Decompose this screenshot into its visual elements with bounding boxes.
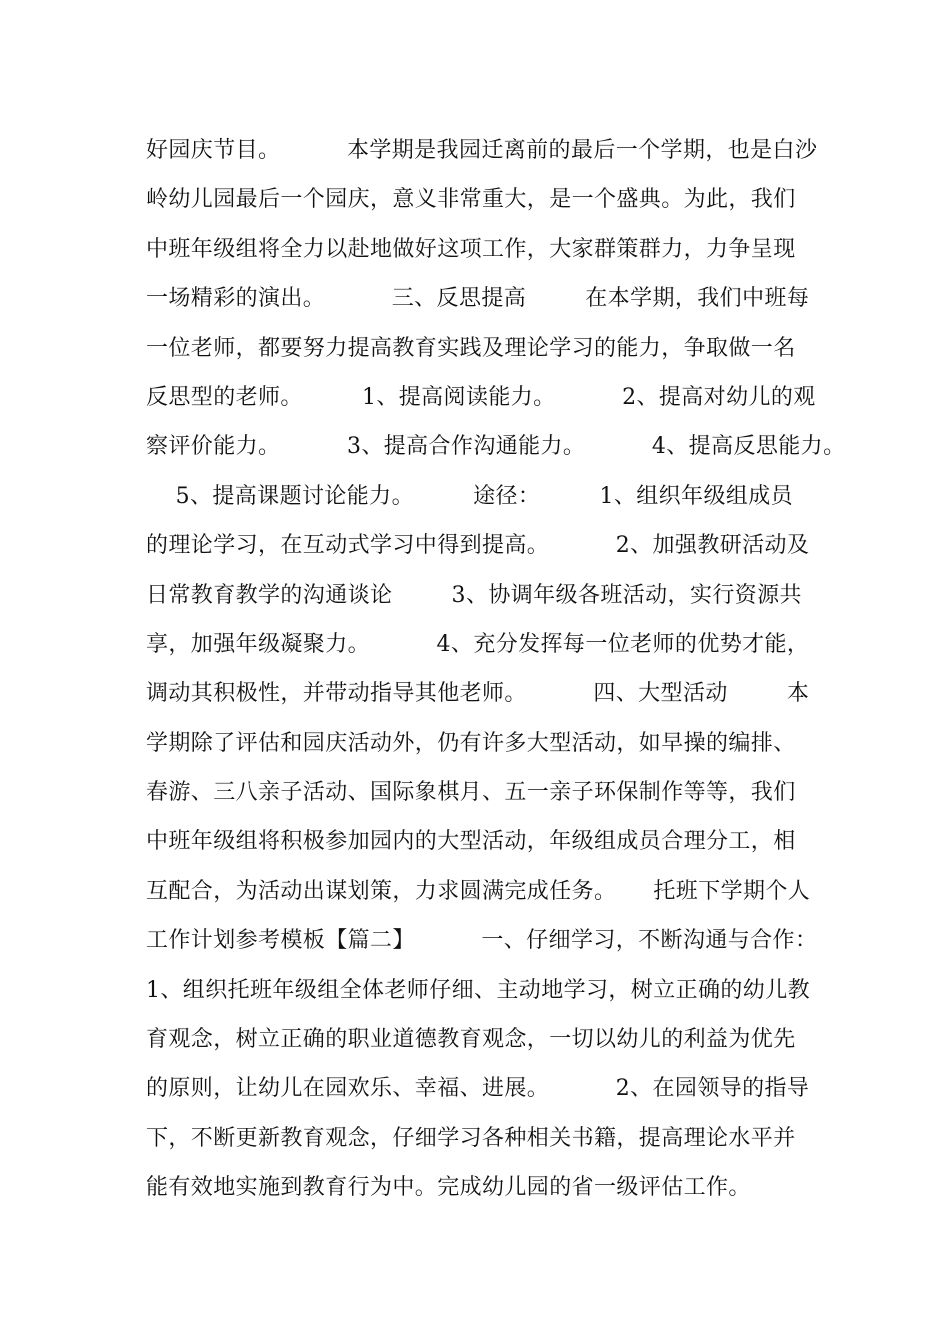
text-line: 调动其积极性，并带动指导其他老师。 四、大型活动 本 [146, 681, 810, 707]
text-line: 学期除了评估和园庆活动外，仍有许多大型活动，如早操的编排、 [146, 730, 796, 756]
document-body [146, 126, 846, 1213]
text-line: 岭幼儿园最后一个园庆，意义非常重大，是一个盛典。为此，我们 [146, 187, 796, 213]
text-line: 反思型的老师。 1、提高阅读能力。 2、提高对幼儿的观 [146, 384, 816, 410]
text-line: 中班年级组将全力以赴地做好这项工作，大家群策群力，力争呈现 [146, 236, 796, 262]
text-line: 好园庆节目。 本学期是我园迁离前的最后一个学期，也是白沙 [146, 138, 818, 163]
text-line: 能有效地实施到教育行为中。完成幼儿园的省一级评估工作。 [146, 1175, 751, 1201]
text-line: 1、组织托班年级组全体老师仔细、主动地学习，树立正确的幼儿教 [146, 977, 810, 1003]
text-line: 春游、三八亲子活动、国际象棋月、五一亲子环保制作等等，我们 [146, 780, 796, 806]
text-line: 的原则，让幼儿在园欢乐、幸福、进展。 2、在园领导的指导 [146, 1076, 810, 1102]
text-line: 日常教育教学的沟通谈论 3、协调年级各班活动，实行资源共 [146, 582, 802, 608]
text-line: 一位老师，都要努力提高教育实践及理论学习的能力，争取做一名 [146, 335, 796, 361]
text-line: 一场精彩的演出。 三、反思提高 在本学期，我们中班每 [146, 286, 810, 312]
text-line: 享，加强年级凝聚力。 4、充分发挥每一位老师的优势才能， [146, 631, 810, 657]
text-line: 下，不断更新教育观念，仔细学习各种相关书籍，提高理论水平并 [146, 1125, 796, 1151]
text-line: 的理论学习，在互动式学习中得到提高。 2、加强教研活动及 [146, 533, 810, 559]
text-line: 5、提高课题讨论能力。 途径： 1、组织年级组成员 [146, 483, 794, 509]
text-line: 互配合，为活动出谋划策，力求圆满完成任务。 托班下学期个人 [146, 878, 811, 904]
text-line: 中班年级组将积极参加园内的大型活动，年级组成员合理分工，相 [146, 829, 796, 855]
text-line: 察评价能力。 3、提高合作沟通能力。 4、提高反思能力。 [146, 434, 846, 460]
text-line: 育观念，树立正确的职业道德教育观念，一切以幼儿的利益为优先 [146, 1027, 796, 1053]
text-line: 工作计划参考模板【篇二】 一、仔细学习，不断沟通与合作： [146, 928, 818, 954]
